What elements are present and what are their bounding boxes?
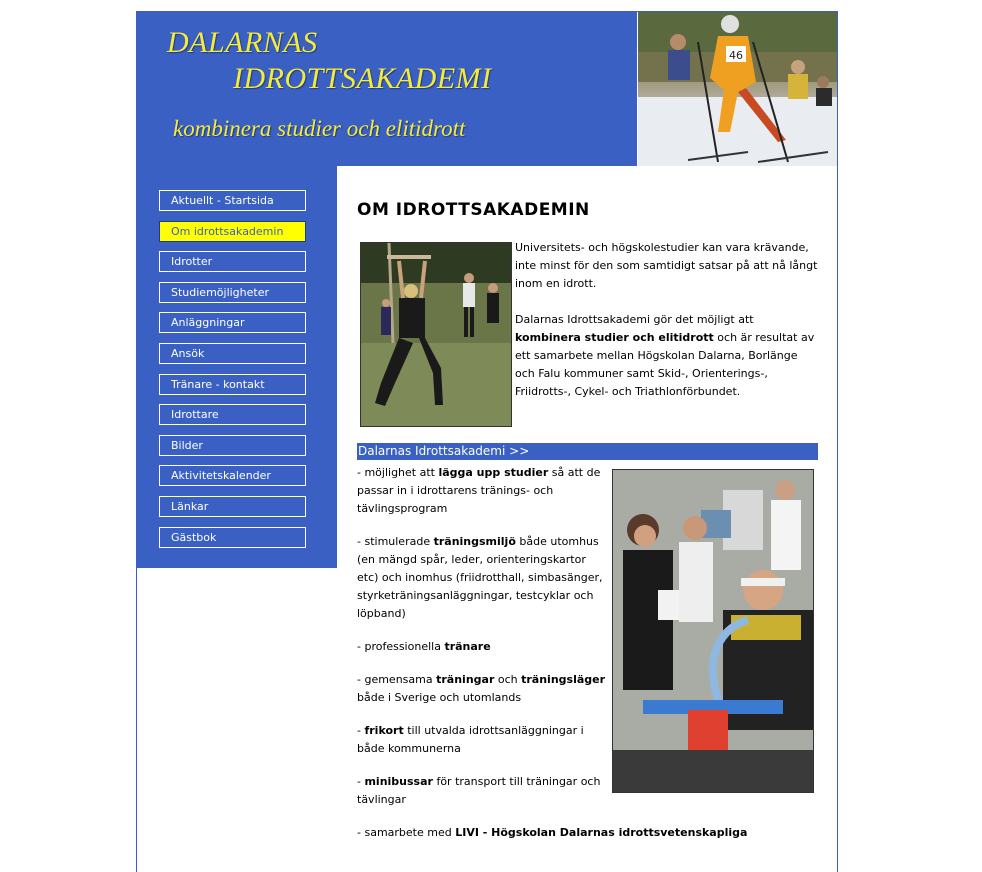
training-outdoor-photo bbox=[360, 242, 512, 427]
list-item-bold: LIVI - Högskolan Dalarnas idrottsvetenskapliga bbox=[455, 826, 748, 839]
list-item-bold: träningar bbox=[436, 673, 495, 686]
intro-paragraph-1: Universitets- och högskolestudier kan vara krävande, inte minst för den som samtidigt satsar på att nå långt inom en idrott. bbox=[515, 241, 818, 290]
list-item-bold: tränare bbox=[444, 640, 491, 653]
sidebar-nav bbox=[137, 166, 337, 568]
list-item-text: till utvalda idrottsanläggningar i både kommunerna bbox=[357, 724, 584, 755]
intro-p2-bold: kombinera studier och elitidrott bbox=[515, 331, 714, 344]
list-item-text: - stimulerade bbox=[357, 535, 434, 548]
list-item bbox=[357, 824, 797, 842]
list-item-text: både i Sverige och utomlands bbox=[357, 691, 522, 704]
list-item-bold: minibussar bbox=[364, 775, 433, 788]
nav-item-bilder[interactable]: Bilder bbox=[159, 435, 306, 456]
list-item bbox=[357, 773, 607, 809]
logo-line2: IDROTTSAKADEMI bbox=[233, 62, 492, 95]
nav-item-idrotter[interactable]: Idrotter bbox=[159, 251, 306, 272]
header-skier-photo bbox=[638, 12, 837, 166]
list-item-text: - bbox=[357, 775, 365, 788]
list-item-bold: frikort bbox=[364, 724, 404, 737]
list-item-text: så att de passar in i idrottarens tränings- och tävlingsprogram bbox=[357, 466, 601, 515]
header-banner bbox=[137, 12, 637, 166]
list-item bbox=[357, 671, 607, 707]
nav-item-gastbok[interactable]: Gästbok bbox=[159, 527, 306, 548]
list-item bbox=[357, 464, 607, 518]
intro-p2-text-b: och är resultat av ett samarbete mellan Högskolan Dalarna, Borlänge och Falu kommuner samt Skid-, Orienterings-, Friidrotts-, Cykel- och Triathlonförbundet. bbox=[515, 331, 815, 398]
list-item-text: både utomhus (en mängd spår, leder, orienteringskartor etc) och inomhus (friidrotthall, simbasänger, styrketräningsanläggningar, testcyklar och löpband) bbox=[357, 535, 603, 620]
intro-p2-text-a: Dalarnas Idrottsakademi gör det möjligt att bbox=[515, 313, 754, 326]
list-item-text: - samarbete med bbox=[357, 826, 456, 839]
page-title: OM IDROTTSAKADEMIN bbox=[357, 200, 590, 220]
list-item bbox=[357, 722, 607, 758]
nav-item-aktuellt[interactable]: Aktuellt - Startsida bbox=[159, 190, 306, 211]
nav-item-studiemojligheter[interactable]: Studiemöjligheter bbox=[159, 282, 306, 303]
section-header-link[interactable]: Dalarnas Idrottsakademi >> bbox=[357, 443, 818, 460]
list-item-text: - professionella bbox=[357, 640, 445, 653]
logo-line1: DALARNAS bbox=[167, 26, 318, 59]
bib-number: 46 bbox=[729, 49, 743, 62]
intro-paragraph-2 bbox=[515, 311, 820, 401]
list-item-text: - möjlighet att bbox=[357, 466, 439, 479]
logo-tagline: kombinera studier och elitidrott bbox=[173, 116, 466, 141]
list-item-bold: träningsläger bbox=[521, 673, 606, 686]
nav-item-lankar[interactable]: Länkar bbox=[159, 496, 306, 517]
list-item-text: - gemensama bbox=[357, 673, 437, 686]
nav-item-om-idrottsakademin[interactable]: Om idrottsakademin bbox=[159, 221, 306, 242]
list-item-text: för transport till träningar och tävlingar bbox=[357, 775, 601, 806]
list-item-bold: lägga upp studier bbox=[438, 466, 549, 479]
list-item-text: och bbox=[494, 673, 522, 686]
nav-item-ansok[interactable]: Ansök bbox=[159, 343, 306, 364]
nav-item-idrottare[interactable]: Idrottare bbox=[159, 404, 306, 425]
list-item-bold: träningsmiljö bbox=[433, 535, 516, 548]
lab-test-photo bbox=[612, 469, 814, 793]
list-item-text: - bbox=[357, 724, 365, 737]
list-item bbox=[357, 533, 607, 623]
nav-item-tranare-kontakt[interactable]: Tränare - kontakt bbox=[159, 374, 306, 395]
page-frame bbox=[136, 11, 838, 872]
nav-item-aktivitetskalender[interactable]: Aktivitetskalender bbox=[159, 465, 306, 486]
nav-item-anlaggningar[interactable]: Anläggningar bbox=[159, 312, 306, 333]
benefits-list bbox=[357, 464, 748, 857]
intro-text bbox=[515, 239, 820, 419]
list-item bbox=[357, 638, 607, 656]
